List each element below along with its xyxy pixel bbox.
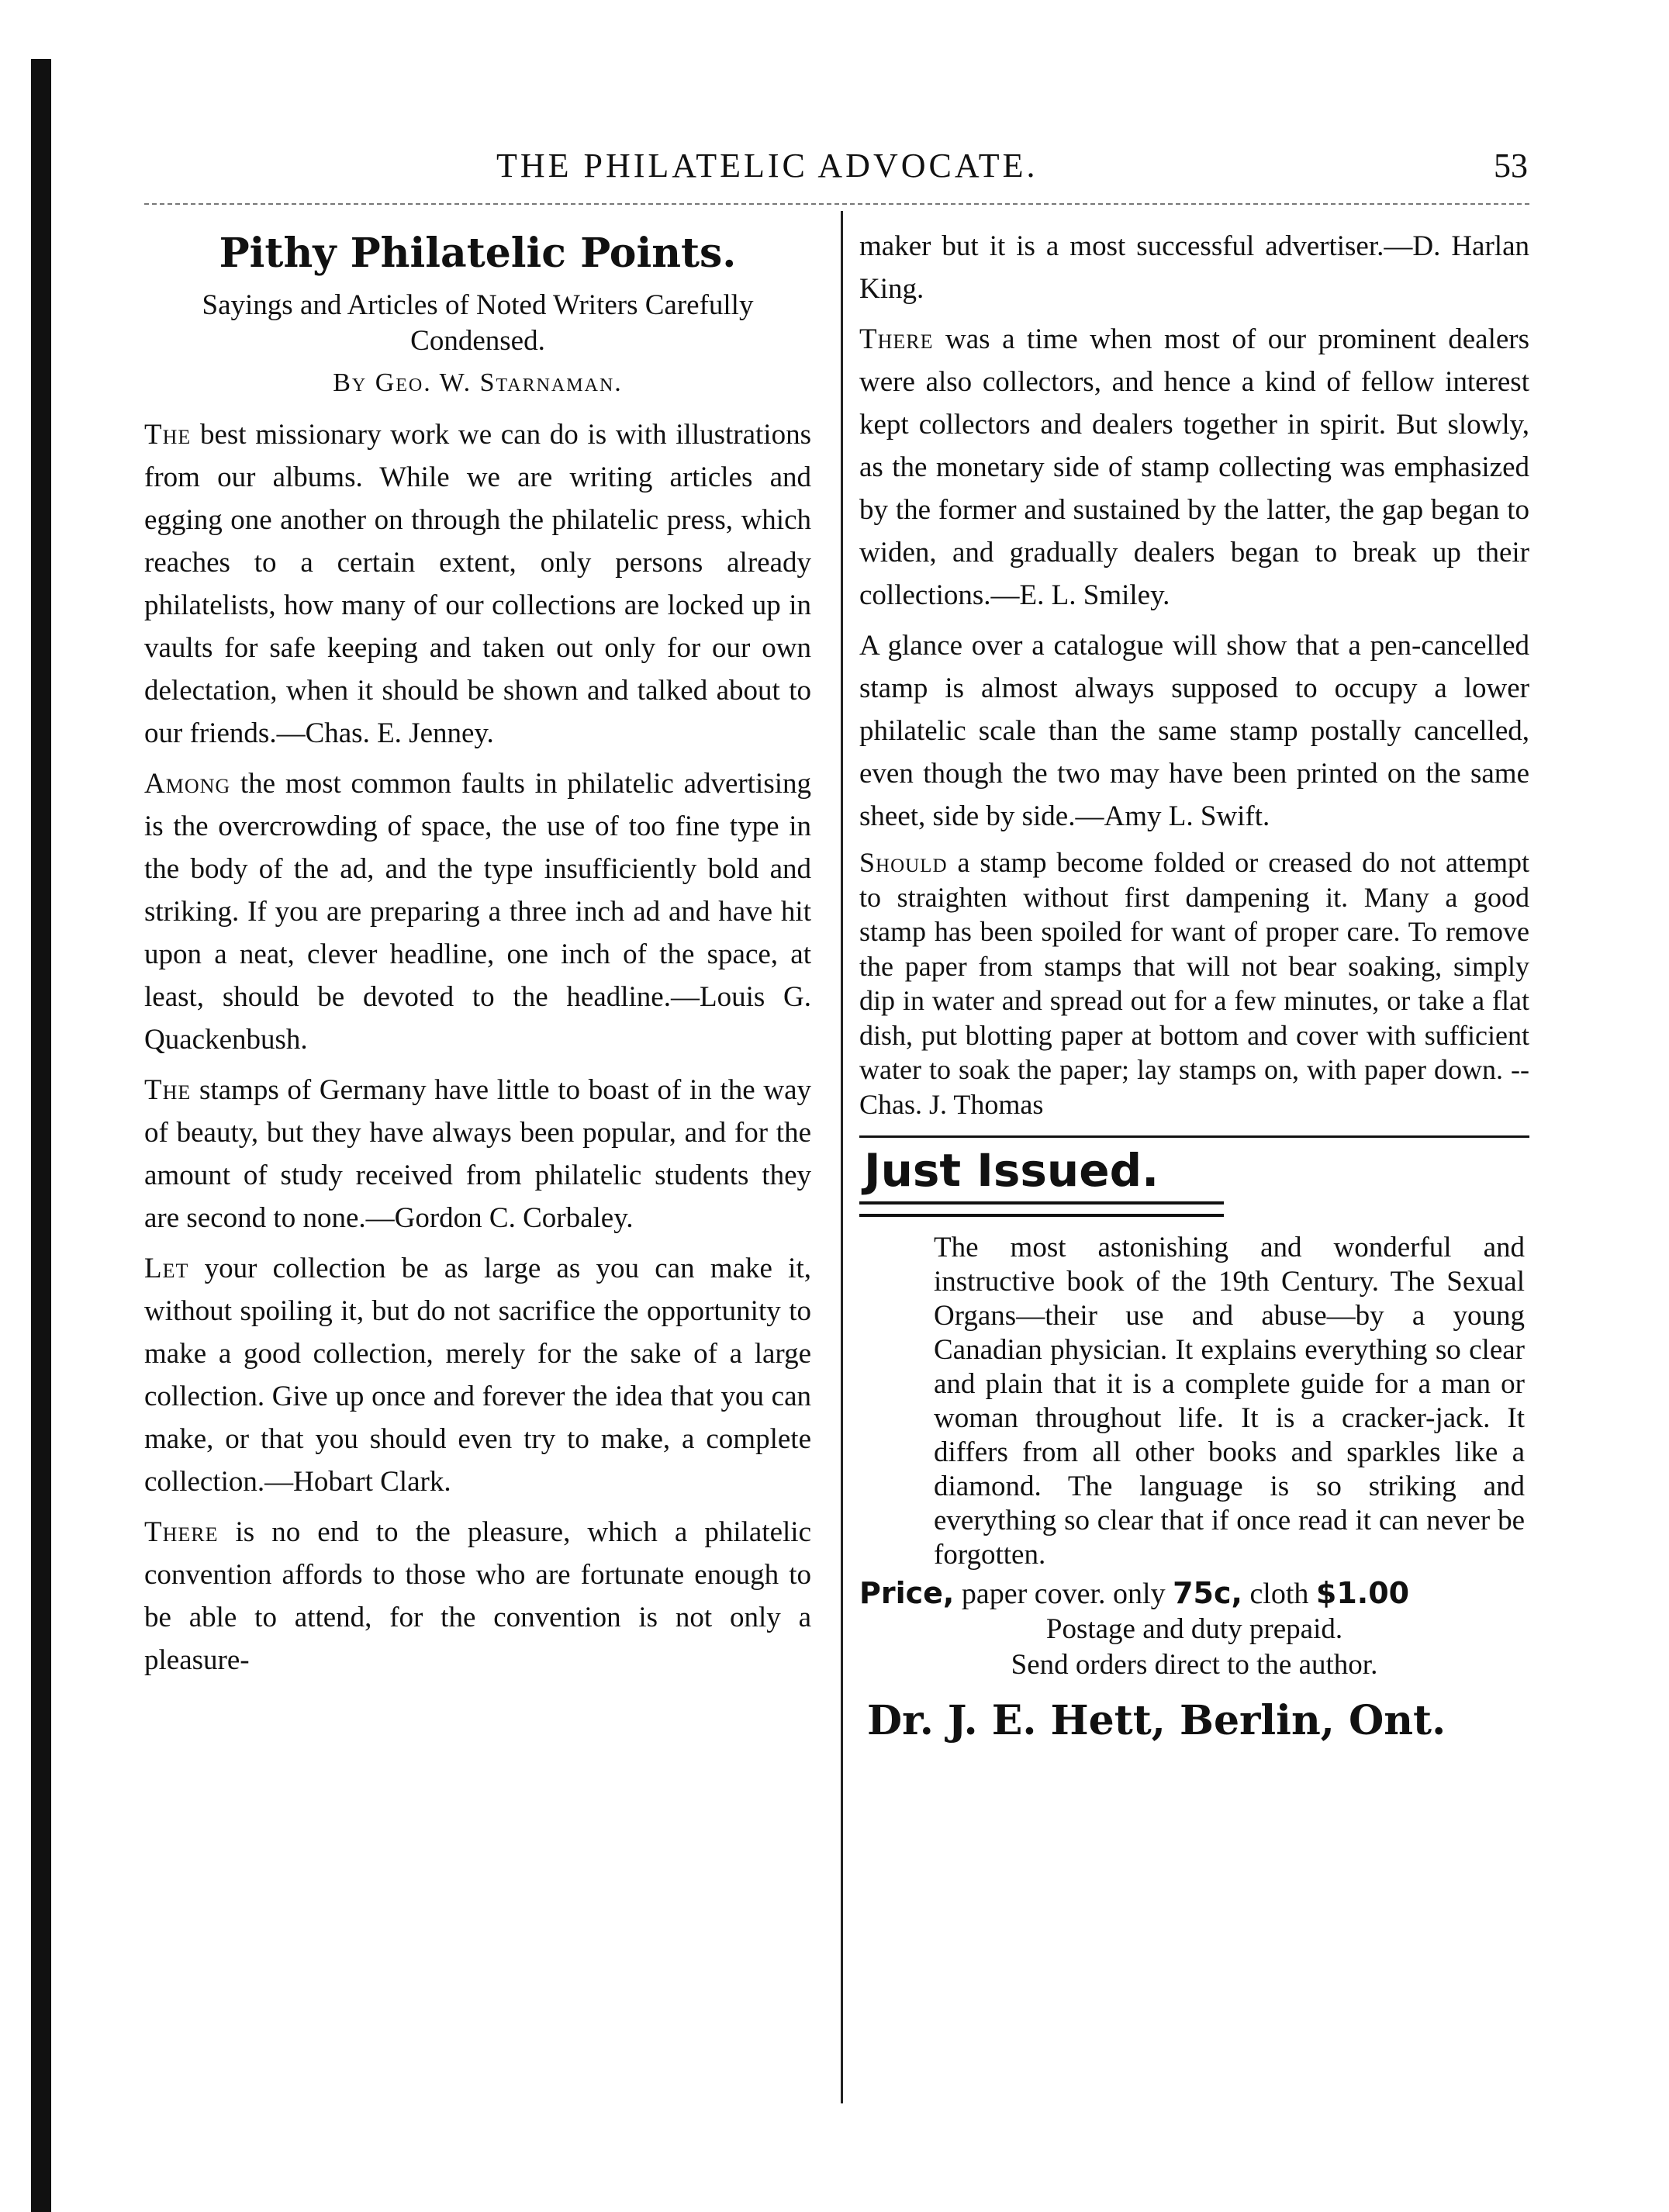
paragraph-text: best missionary work we can do is with illustrations from our albums. While we are writing articles and egging one another on through the philatelic press, which reaches to a certain extent, only persons already philatelists, how many of our collections are locked up in vaults for safe keeping and taken out only for our own delectation, when it should be shown and talked about to our friends.—Chas. E. Jenney.	[144, 419, 811, 749]
paragraph	[859, 624, 1529, 838]
paragraph-text: a stamp become folded or creased do not attempt to straighten without first dampening it. Many a good stamp has been spoiled for want of proper care. To remove the paper from stamps that will not bear soaking, simply dip in water and spread out for a few minutes, or take a flat dish, put blotting paper at bottom and cover with sufficient water to soak the paper; lay stamps on, with paper down. --Chas. J. Thomas	[859, 847, 1530, 1120]
ad-body: The most astonishing and wonderful and instructive book of the 19th Century. The Sexual Organs—their use and abuse—by a young Canadian physician. It explains everything so clear and plain that it is a complete guide for a man or woman throughout life. It is a cracker-jack. It differs from all other books and sparkles like a diamond. The language is so striking and everything so clear that if once read it can never be forgotten.	[934, 1232, 1525, 1571]
page-header	[496, 146, 1528, 192]
header-rule	[144, 203, 1529, 205]
paragraph	[144, 1247, 811, 1503]
paragraph-lead: Among	[144, 768, 231, 800]
paragraph-lead: The	[144, 419, 192, 451]
running-title: THE PHILATELIC ADVOCATE.	[496, 147, 1038, 185]
scan-edge	[31, 59, 51, 2212]
ad-title-underline	[859, 1201, 1224, 1217]
price-cloth: $1.00	[1315, 1576, 1410, 1610]
article-title: Pithy Philatelic Points.	[219, 230, 737, 277]
paragraph-text: the most common faults in philatelic advertising is the overcrowding of space, the use of too fine type in the body of the ad, and the type insufficiently bold and striking. If you are preparing a three inch ad and have hit upon a neat, clever headline, one inch of the space, at least, should be devoted to the headline.—Louis G. Quackenbush.	[144, 768, 811, 1056]
ad-send-orders: Send orders direct to the author.	[1011, 1649, 1378, 1681]
paragraph-lead: The	[144, 1074, 192, 1106]
paragraph-continued: maker but it is a most successful advertiser.—D. Harlan King.	[859, 230, 1529, 305]
price-paper: 75c,	[1173, 1576, 1242, 1610]
price-label: Price,	[859, 1576, 955, 1610]
paragraph	[859, 845, 1529, 1122]
paragraph-text: your collection be as large as you can make it, without spoiling it, but do not sacrifice the opportunity to make a good collection, merely for the sake of a large collection. Give up once and forever the idea that you can make, or that you should even try to make, a complete collection.—Hobart Clark.	[144, 1253, 811, 1498]
ad-price	[859, 1575, 1529, 1612]
right-column	[859, 225, 1529, 1744]
price-text: paper cover. only	[961, 1578, 1166, 1610]
paragraph	[144, 762, 811, 1061]
paragraph	[144, 413, 811, 755]
page-number: 53	[1494, 147, 1528, 185]
ad-signature: Dr. J. E. Hett, Berlin, Ont.	[867, 1697, 1446, 1744]
paragraph	[859, 318, 1529, 617]
paragraph-text: stamps of Germany have little to boast of in the way of beauty, but they have always been popular, and for the amount of study received from philatelic students they are second to none.—Gordon C. Corbaley.	[144, 1074, 812, 1234]
paragraph-text: was a time when most of our prominent dealers were also collectors, and hence a kind of fellow interest kept collectors and dealers together in spirit. But slowly, as the monetary side of stamp collecting was emphasized by the former and sustained by the latter, the gap began to widen, and gradually dealers began to break up their collections.—E. L. Smiley.	[859, 323, 1530, 611]
paragraph-lead: Let	[144, 1253, 189, 1284]
paragraph-lead: Should	[859, 847, 948, 878]
ad-postage: Postage and duty prepaid.	[1045, 1613, 1343, 1645]
column-divider	[841, 211, 843, 2103]
section-rule	[859, 1135, 1529, 1138]
paragraph	[144, 1069, 811, 1239]
article-subtitle: Sayings and Articles of Noted Writers Carefully Condensed.	[202, 289, 754, 357]
ad-title: Just Issued.	[864, 1144, 1159, 1197]
paragraph-text: A glance over a catalogue will show that a pen-cancelled stamp is almost always supposed to occupy a lower philatelic scale than the same stamp postally cancelled, even though the two may have been printed on the same sheet, side by side.—Amy L. Swift.	[859, 630, 1529, 832]
price-cloth-label: cloth	[1249, 1578, 1309, 1610]
paragraph-lead: There	[859, 323, 934, 355]
paragraph	[144, 1511, 811, 1681]
left-column	[144, 225, 811, 1689]
paragraph-lead: There	[144, 1516, 219, 1548]
paragraph-text: is no end to the pleasure, which a philatelic convention affords to those who are fortunate enough to be able to attend, for the convention is not only a pleasure-	[144, 1516, 811, 1676]
article-byline: By Geo. W. Starnaman.	[333, 368, 623, 397]
